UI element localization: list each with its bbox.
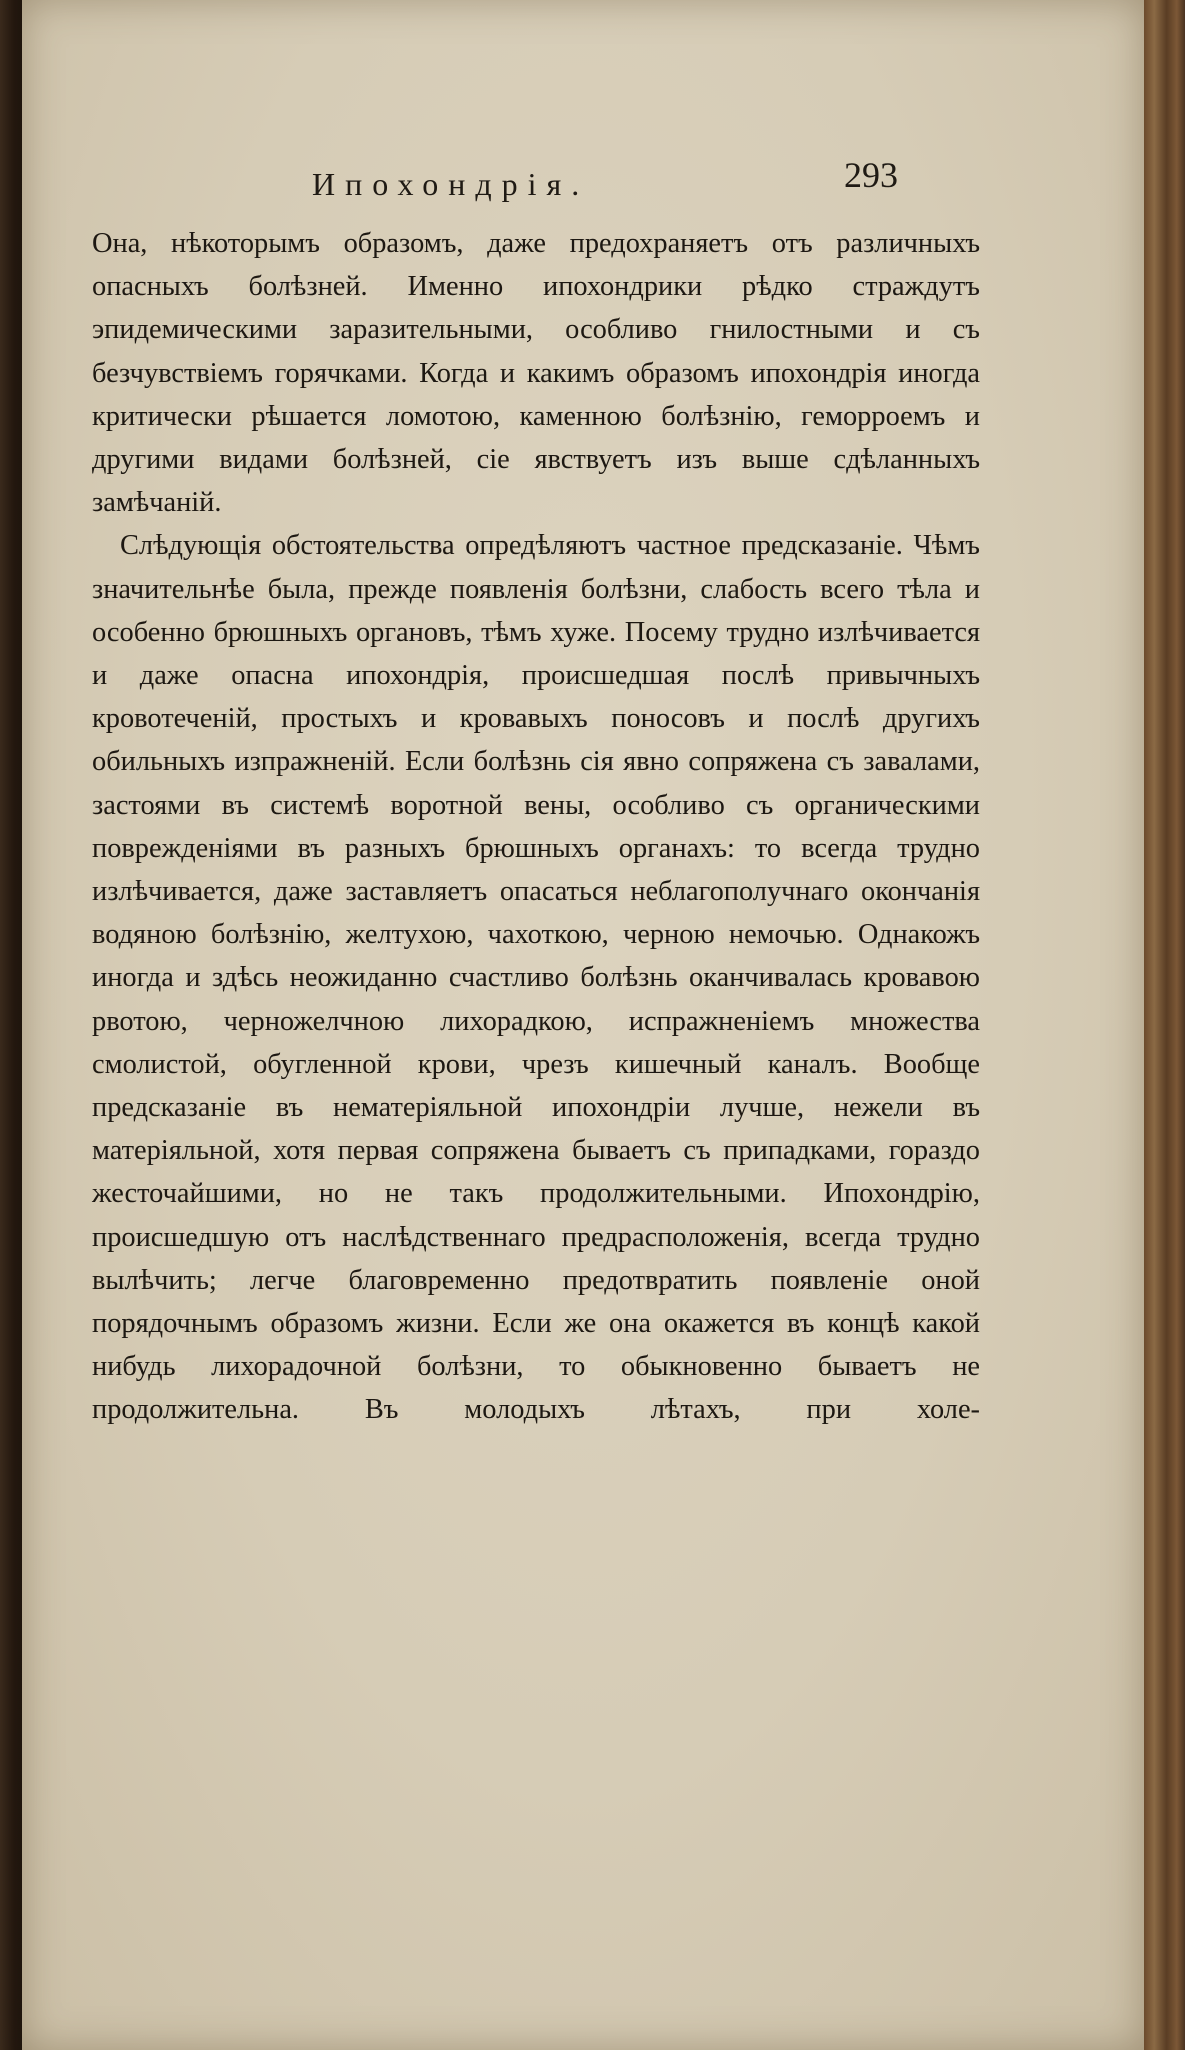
- body-text: [92, 222, 980, 1432]
- page-number: 293: [844, 155, 898, 195]
- paragraph-2: Слѣдующія обстоятельства опредѣляютъ частное предсказаніе. Чѣмъ значительнѣе была, прежде появленія болѣзни, слабость всего тѣла и особенно брюшныхъ органовъ, тѣмъ хуже. Посему трудно излѣчивается и даже опасна ипохондрія, происшедшая послѣ привычныхъ кровотеченій, простыхъ и кровавыхъ поносовъ и послѣ другихъ обильныхъ изпражненій. Если болѣзнь сія явно сопряжена съ завалами, застоями въ системѣ воротной вены, особливо съ органическими поврежденіями въ разныхъ брюшныхъ органахъ: то всегда трудно излѣчивается, даже заставляетъ опасаться неблагополучнаго окончанія водяною болѣзнію, желтухою, чахоткою, черною немочью. Однакожъ иногда и здѣсь неожиданно счастливо болѣзнь оканчивалась кровавою рвотою, черножелчною лихорадкою, испражненіемъ множества смолистой, обугленной крови, чрезъ кишечный каналъ. Вообще предсказаніе въ нематеріяльной ипохондріи лучше, нежели въ матеріяльной, хотя первая сопряжена бываетъ съ припадками, гораздо жесточайшими, но не такъ продолжительными. Ипохондрію, происшедшую отъ наслѣдственнаго предрасположенія, всегда трудно вылѣчить; легче благовременно предотвратить появленіе оной порядочнымъ образомъ жизни. Если же она окажется въ концѣ какой нибудь лихорадочной болѣзни, то обыкновенно бываетъ не продолжительна. Въ молодыхъ лѣтахъ, при холе-: [92, 530, 980, 1426]
- paragraph-1: Она, нѣкоторымъ образомъ, даже предохраняетъ отъ различныхъ опасныхъ болѣзней. Именно ипохондрики рѣдко страждутъ эпидемическими заразительными, особливо гнилостными и съ безчувствіемъ горячками. Когда и какимъ образомъ ипохондрія иногда критически рѣшается ломотою, каменною болѣзнію, геморроемъ и другими видами болѣзней, сіе явствуетъ изъ выше сдѣланныхъ замѣчаній.: [92, 228, 980, 519]
- book-page: [22, 0, 1144, 2050]
- book-edge: [1144, 0, 1185, 2050]
- page-header: [22, 154, 1144, 214]
- running-title: Ипохондрія.: [312, 166, 590, 202]
